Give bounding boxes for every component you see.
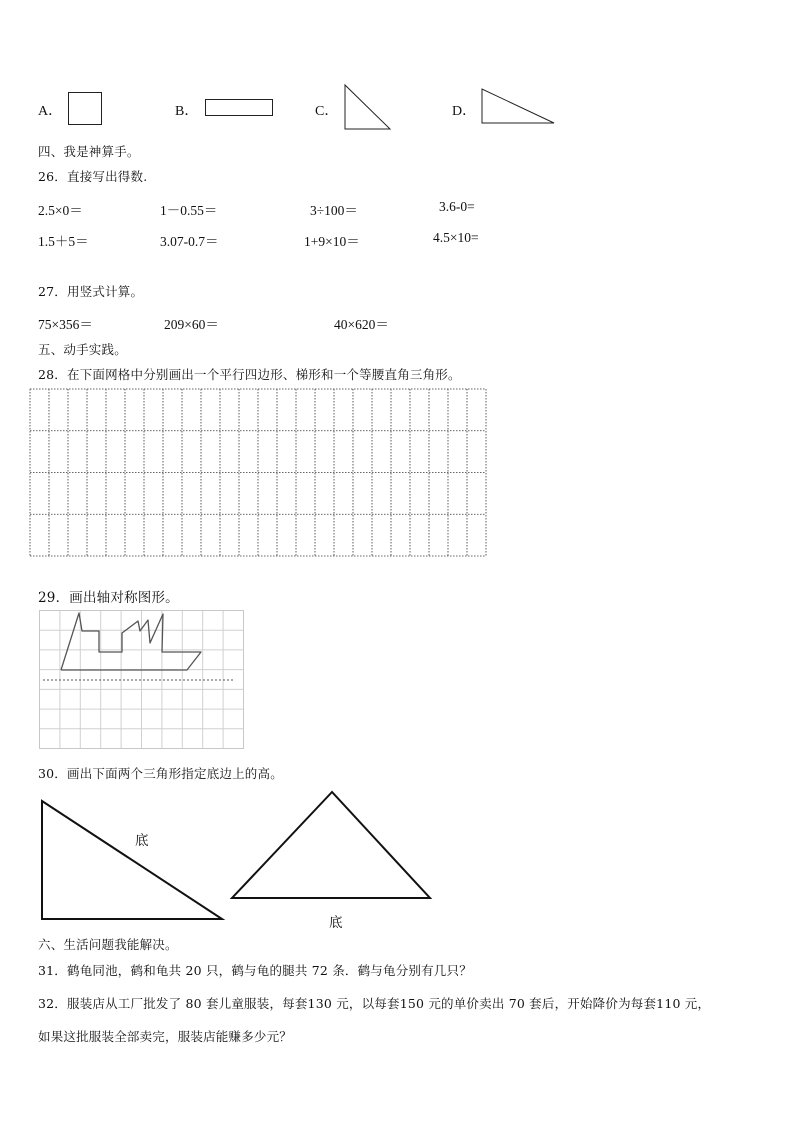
- q26-r2-c1: 1.5＋5＝: [38, 234, 89, 249]
- q32-line2: 如果这批服装全部卖完，服装店能赚多少元？: [38, 1029, 293, 1044]
- section6-heading: 六、生活问题我能解决。: [38, 937, 178, 952]
- q32-line1: 32．服装店从工厂批发了 80 套儿童服装，每套130 元，以每套150 元的单价卖出 70 套后，开始降价为每套110 元，: [38, 996, 711, 1011]
- drawing-grid[interactable]: [29, 388, 489, 558]
- q28-prompt: 28．在下面网格中分别画出一个平行四边形、梯形和一个等腰直角三角形。: [38, 367, 461, 382]
- q26-r1-c1: 2.5×0＝: [38, 203, 83, 218]
- rectangle-shape: [205, 99, 273, 116]
- base-label-2: 底: [329, 915, 343, 931]
- q27-item-3: 40×620＝: [334, 317, 389, 332]
- q26-r1-c2: 1－0.55＝: [160, 203, 218, 218]
- option-a-label: A．: [38, 104, 63, 119]
- q26-r1-c3: 3÷100＝: [310, 203, 358, 218]
- q27-item-1: 75×356＝: [38, 317, 93, 332]
- q26-r2-c3: 1+9×10＝: [304, 234, 360, 249]
- square-shape: [68, 92, 102, 125]
- right-triangle-wide-shape: [481, 88, 557, 126]
- q27-prompt: 27．用竖式计算。: [38, 284, 144, 299]
- option-c-label: C．: [315, 104, 339, 119]
- base-label-1: 底: [135, 833, 149, 849]
- q26-prompt: 26．直接写出得数.: [38, 169, 148, 184]
- section5-heading: 五、动手实践。: [38, 342, 127, 357]
- right-triangle-figure: [40, 799, 226, 923]
- q26-r2-c4: 4.5×10=: [433, 230, 479, 245]
- right-triangle-tall-shape: [344, 84, 394, 132]
- obtuse-triangle-figure: [230, 790, 434, 902]
- q30-prompt: 30．画出下面两个三角形指定底边上的高。: [38, 766, 283, 781]
- option-d-label: D．: [452, 104, 477, 119]
- q27-item-2: 209×60＝: [164, 317, 219, 332]
- q26-r1-c4: 3.6-0=: [439, 199, 475, 214]
- q26-r2-c2: 3.07-0.7＝: [160, 234, 219, 249]
- section4-heading: 四、我是神算手。: [38, 144, 140, 159]
- q31-prompt: 31．鹤龟同池，鹤和龟共 20 只，鹤与龟的腿共 72 条．鹤与龟分别有几只？: [38, 963, 472, 978]
- symmetry-grid-figure[interactable]: [39, 610, 247, 752]
- option-b-label: B．: [175, 104, 199, 119]
- q29-prompt: 29．画出轴对称图形。: [38, 590, 179, 606]
